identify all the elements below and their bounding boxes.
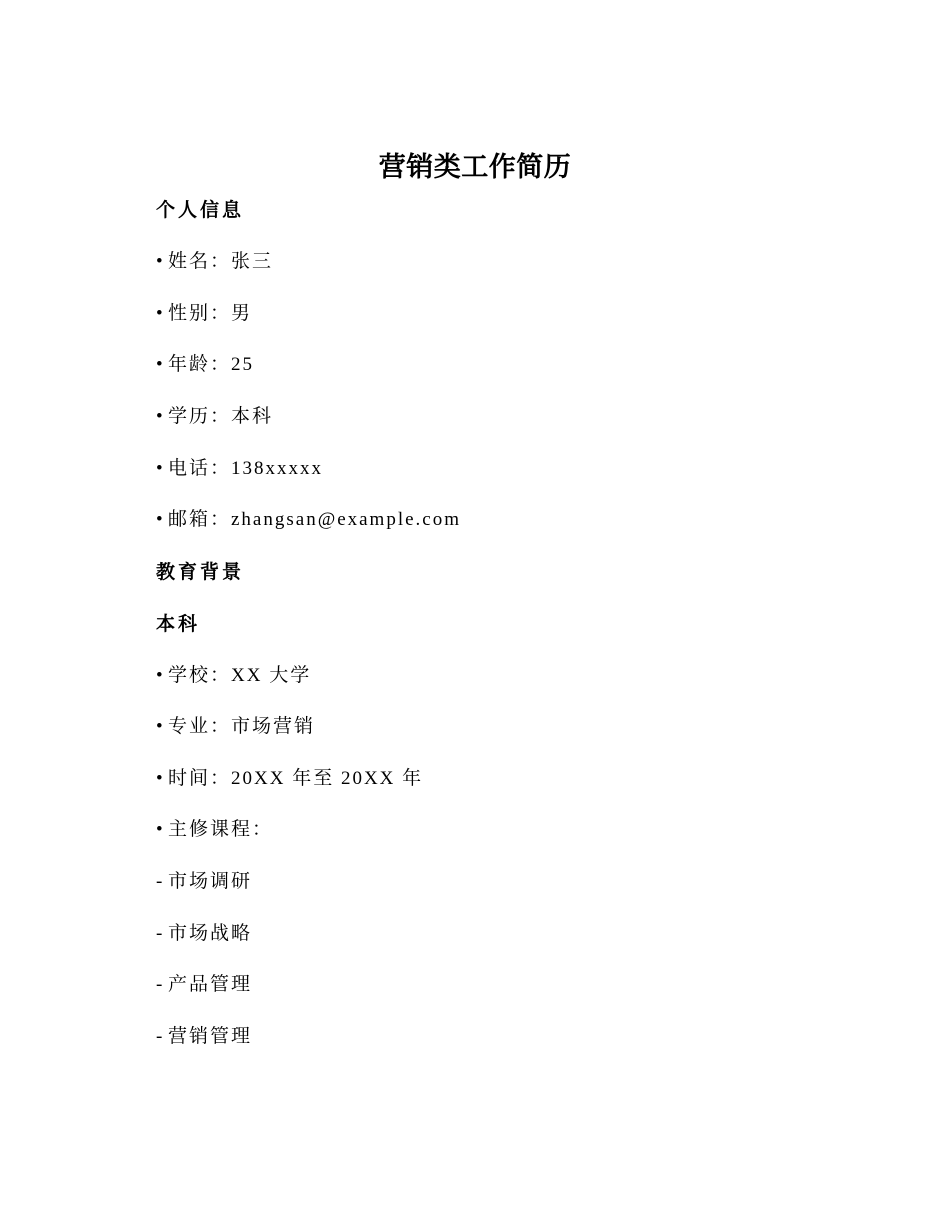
bullet-icon: • [156,768,165,789]
personal-info-item-name [156,248,273,276]
bullet-icon: • [156,303,165,324]
education-item-period [156,765,423,793]
bullet-icon: • [156,458,165,479]
education-subheading-degree: 本科 [156,613,201,635]
bullet-icon: • [156,406,165,427]
bullet-icon: • [156,819,165,840]
personal-info-text: 姓名：张三 [168,251,274,272]
course-item [156,920,252,948]
page-title: 营销类工作简历 [378,152,572,183]
education-text: 时间：20XX 年至 20XX 年 [168,768,424,789]
personal-info-text: 性别：男 [168,303,253,324]
personal-info-item-education [156,403,273,431]
dash-icon: - [156,974,165,995]
course-item [156,971,252,999]
bullet-icon: • [156,716,165,737]
course-text: 市场战略 [168,923,253,944]
dash-icon: - [156,871,165,892]
personal-info-item-gender [156,300,252,328]
bullet-icon: • [156,251,165,272]
section-heading-personal-info: 个人信息 [156,199,245,221]
section-heading-education: 教育背景 [156,561,245,583]
education-item-school [156,662,311,690]
course-item [156,1023,252,1051]
education-item-major [156,713,315,741]
personal-info-text: 邮箱：zhangsan@example.com [168,509,462,530]
dash-icon: - [156,923,165,944]
bullet-icon: • [156,665,165,686]
course-item [156,868,252,896]
personal-info-item-phone [156,455,323,483]
dash-icon: - [156,1026,165,1047]
personal-info-text: 年龄：25 [168,354,255,375]
course-text: 产品管理 [168,974,253,995]
personal-info-text: 学历：本科 [168,406,274,427]
education-text: 专业：市场营销 [168,716,316,737]
course-text: 市场调研 [168,871,253,892]
bullet-icon: • [156,354,165,375]
bullet-icon: • [156,509,165,530]
personal-info-item-email [156,506,461,534]
course-text: 营销管理 [168,1026,253,1047]
personal-info-item-age [156,351,254,379]
education-item-courses [156,816,273,844]
education-text: 主修课程： [168,819,274,840]
personal-info-text: 电话：138xxxxx [168,458,324,479]
education-text: 学校：XX 大学 [168,665,312,686]
